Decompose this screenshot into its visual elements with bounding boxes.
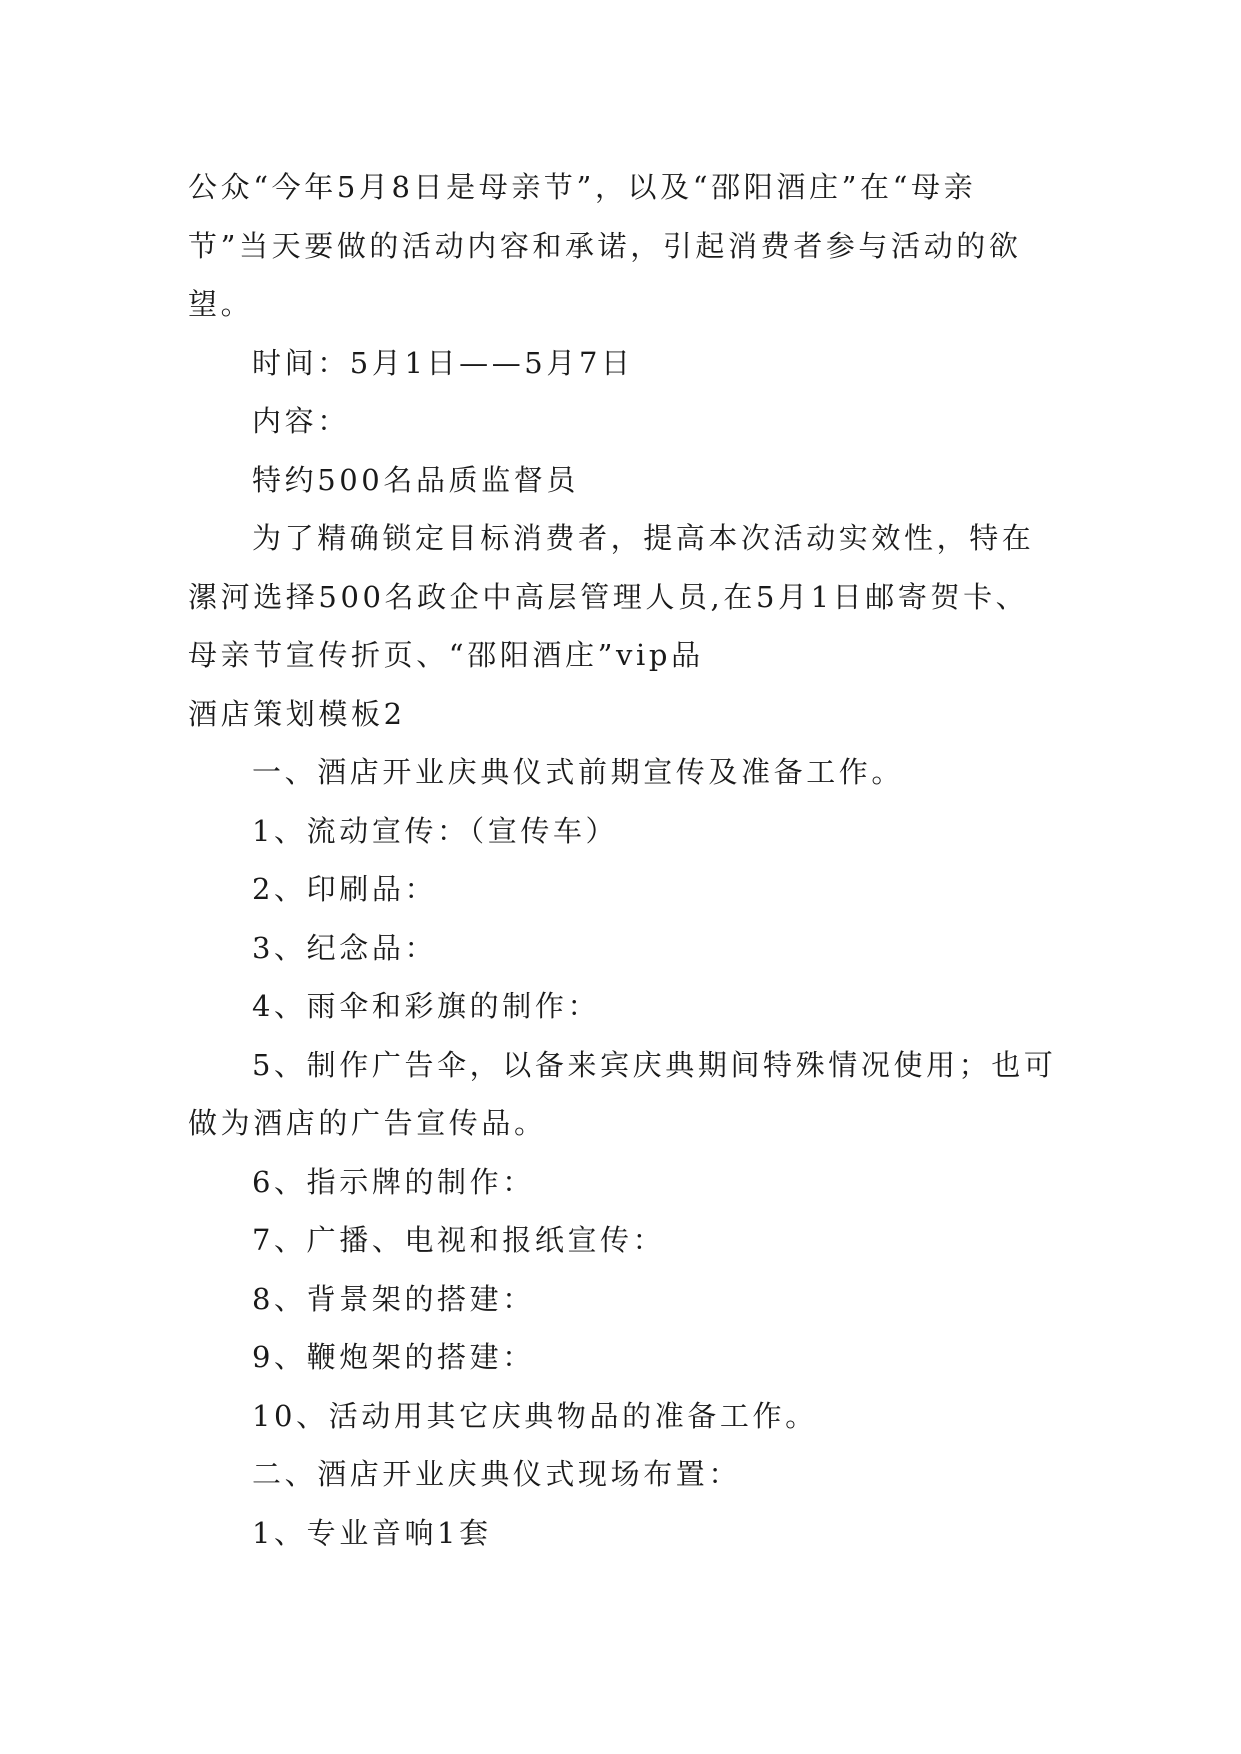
document-body <box>188 158 1058 1562</box>
list-item: 1、专业音响1套 <box>252 1515 492 1550</box>
list-item: 10、活动用其它庆典物品的准备工作。 <box>252 1398 818 1433</box>
paragraph-time: 时间：5月1日——5月7日 <box>252 345 634 380</box>
list-item: 9、鞭炮架的搭建： <box>252 1340 535 1374</box>
section-title: 酒店策划模板2 <box>188 696 406 731</box>
list-item: 2、印刷品： <box>252 872 438 906</box>
list-item: 3、纪念品： <box>252 930 438 965</box>
list-item: 8、背景架的搭建： <box>252 1281 535 1316</box>
paragraph-intro: 公众“今年5月8日是母亲节”，以及“邵阳酒庄”在“母亲节”当天要做的活动内容和承诺，引起消费者参与活动的欲望。 <box>188 170 1022 321</box>
list-item: 7、广播、电视和报纸宣传： <box>252 1223 666 1257</box>
paragraph-target-consumers: 为了精确锁定目标消费者，提高本次活动实效性，特在漯河选择500名政企中高层管理人员,在5月1日邮寄贺卡、母亲节宣传折页、“邵阳酒庄”vip品 <box>188 521 1035 672</box>
paragraph-supervisors: 特约500名品质监督员 <box>252 462 579 497</box>
section-heading-1: 一、酒店开业庆典仪式前期宣传及准备工作。 <box>252 755 905 789</box>
section-heading-2: 二、酒店开业庆典仪式现场布置： <box>252 1457 742 1491</box>
list-item: 1、流动宣传：（宣传车） <box>252 813 619 848</box>
list-item: 6、指示牌的制作： <box>252 1164 535 1199</box>
list-item: 5、制作广告伞，以备来宾庆典期间特殊情况使用；也可做为酒店的广告宣传品。 <box>188 1047 1057 1140</box>
paragraph-content-label: 内容： <box>252 404 350 438</box>
list-item: 4、雨伞和彩旗的制作： <box>252 989 601 1023</box>
